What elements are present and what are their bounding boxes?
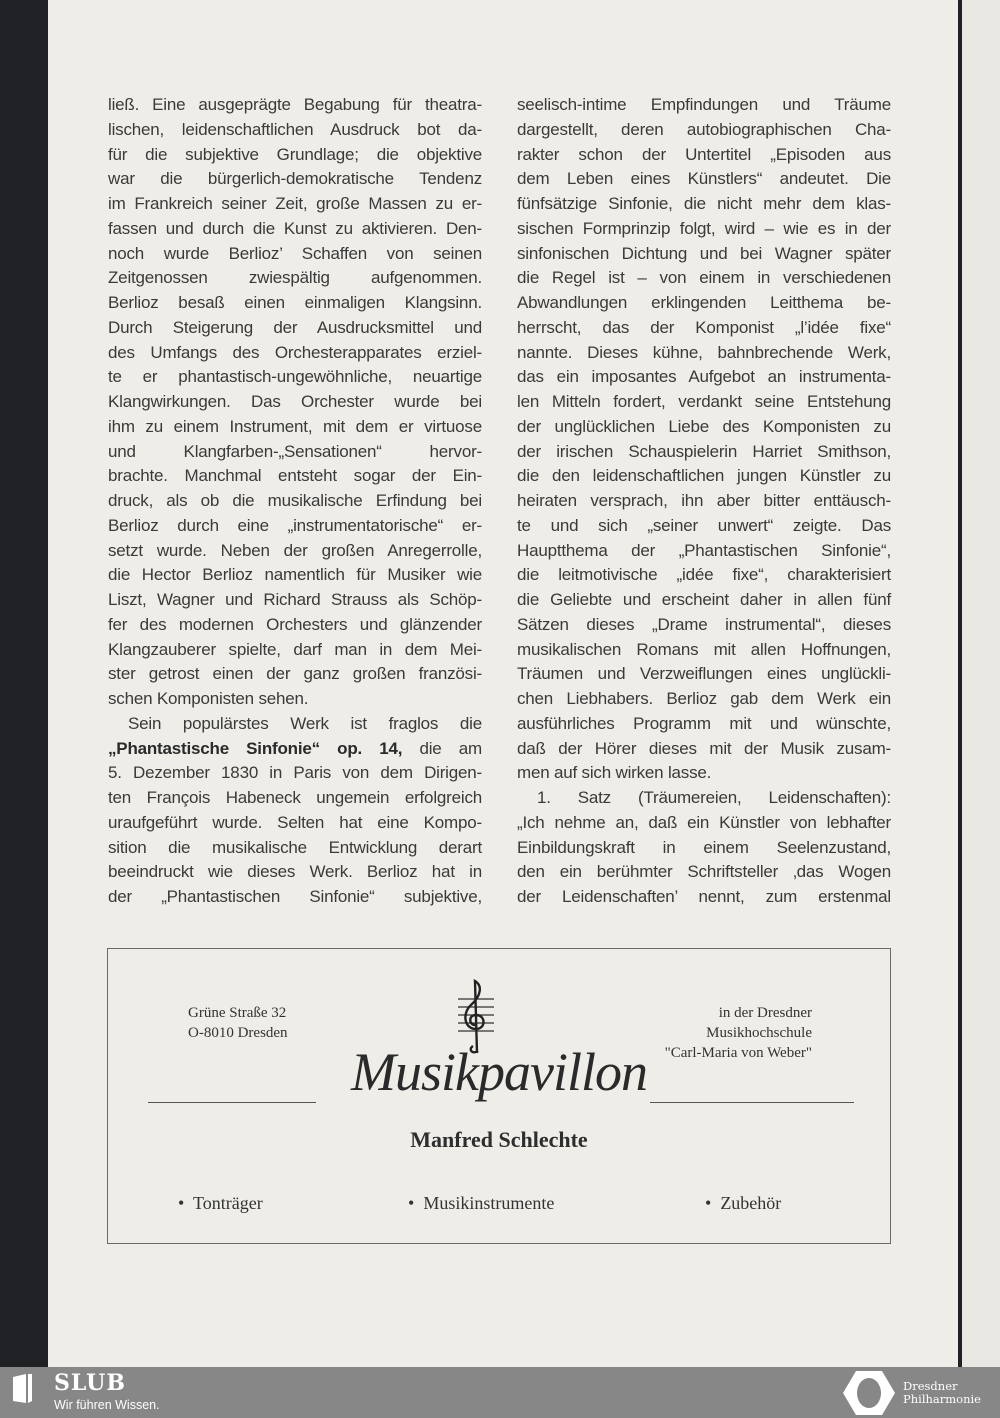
text-line: sition die musikalische Entwicklung derart — [108, 837, 482, 857]
ad-product: • Zubehör — [705, 1193, 782, 1213]
text-line: sischen Formprinzip folgt, wird – wie es in der — [517, 218, 891, 238]
text-line: Klangwirkungen. Das Orchester wurde bei — [108, 392, 482, 411]
philharmonie-logo-text — [903, 1380, 981, 1406]
text-line: ließ. Eine ausgeprägte Begabung für theatra- — [108, 95, 482, 114]
text-line: noch wurde Berlioz’ Schaffen von seinen — [108, 243, 482, 263]
text-line: seelisch-intime Empfindungen und Träume — [517, 95, 891, 114]
text-line: Abwandlungen erklingenden Leitthema be- — [517, 293, 891, 312]
ad-address — [188, 1003, 288, 1043]
divider — [650, 1102, 854, 1103]
partner-name-line: Philharmonie — [903, 1392, 981, 1406]
text-line: te und sich „seiner unwert“ zeigte. Das — [517, 515, 891, 535]
text-column-left — [108, 93, 482, 910]
text-line: Zeitgenossen zwiespältig aufgenommen. — [108, 268, 482, 288]
text-line: men auf sich wirken lasse. — [517, 763, 712, 783]
text-line: Berlioz durch eine „instrumentatorische“ er- — [108, 515, 482, 535]
text-line: 5. Dezember 1830 in Paris von dem Dirigen- — [108, 763, 482, 783]
text-line: die den leidenschaftlichen jungen Künstler zu — [517, 466, 891, 486]
text-line: und Klangfarben-„Sensationen“ hervor- — [108, 441, 482, 461]
text-line: im Frankreich seiner Zeit, große Massen zu er- — [108, 194, 482, 213]
text-line: die Hector Berlioz namentlich für Musiker wie — [108, 565, 482, 585]
text-line: schen Komponisten sehen. — [108, 689, 309, 708]
text-line: beeindruckt wie dieses Werk. Berlioz hat in — [108, 862, 482, 882]
text-line: Einbildungskraft in einem Seelenzustand, — [517, 837, 891, 857]
text-line: ster getrost einen der ganz großen französi- — [108, 664, 482, 684]
footer-bar — [0, 1367, 1000, 1418]
text-line: chen Liebhabers. Berlioz gab dem Werk ein — [517, 689, 891, 708]
text-line: herrscht, das der Komponist „l’idée fixe“ — [517, 317, 891, 337]
ad-product: • Musikinstrumente — [408, 1193, 555, 1213]
text-line: lischen, leidenschaftlichen Ausdruck bot da- — [108, 119, 482, 139]
text-line: die leitmotivische „idée fixe“, charakterisiert — [517, 565, 891, 585]
text-line: setzt wurde. Neben der großen Anregerrolle, — [108, 540, 482, 560]
text-line: ten François Habeneck ungemein erfolgreich — [108, 788, 482, 807]
text-line: fer des modernen Orchesters und glänzender — [108, 614, 482, 634]
ad-brand: Musikpavillon — [351, 1042, 647, 1102]
text-line: brachte. Manchmal entsteht sogar der Ein- — [108, 466, 482, 486]
text-line: für die subjektive Grundlage; die objektive — [108, 144, 482, 164]
text-line: nannte. Dieses kühne, bahnbrechende Werk, — [517, 342, 891, 362]
text-line: fassen und durch die Kunst zu aktivieren. Den- — [108, 218, 482, 238]
ad-location-line: "Carl-Maria von Weber" — [664, 1045, 812, 1061]
text-line: len Mitteln fordert, verdankt seine Entstehung — [517, 392, 891, 411]
text-line: heiraten versprach, ihn aber bitter enttäusch- — [517, 491, 891, 510]
ad-product: • Tonträger — [178, 1193, 263, 1213]
text-line: den ein berühmter Schriftsteller ‚das Wogen — [517, 862, 891, 882]
text-line: rakter schon der Untertitel „Episoden aus — [517, 144, 891, 164]
text-line: fünfsätzige Sinfonie, die nicht mehr dem klas- — [517, 194, 891, 213]
text-line: Träumen und Verzweiflungen eines unglückli- — [517, 664, 891, 684]
philharmonie-logo-icon — [842, 1369, 896, 1417]
text-line: „Ich nehme an, daß ein Künstler von lebhafter — [517, 812, 891, 832]
text-line: ausführliches Programm mit und wünschte, — [517, 713, 891, 733]
ad-owner: Manfred Schlechte — [410, 1127, 588, 1152]
ad-product-label: Zubehör — [720, 1193, 782, 1213]
ad-product-label: Tonträger — [192, 1193, 263, 1213]
text-line: die Regel ist – von einem in verschiedenen — [517, 268, 891, 288]
text-line: das ein imposantes Aufgebot an instrumenta- — [517, 367, 891, 387]
text-line: die Geliebte und erscheint daher in allen fünf — [517, 590, 891, 609]
text-line: Liszt, Wagner und Richard Strauss als Schöp- — [108, 590, 482, 609]
text-line: der Leidenschaften’ nennt, zum erstenmal — [517, 887, 891, 906]
text-column-right — [517, 93, 891, 910]
ad-street: Grüne Straße 32 — [188, 1005, 287, 1021]
text-line: druck, als ob die musikalische Erfindung bei — [108, 491, 482, 510]
text-line: uraufgeführt wurde. Selten hat eine Kompo- — [108, 812, 482, 832]
bold-title: „Phantastische Sinfonie“ op. 14, — [108, 738, 403, 758]
text-line — [108, 737, 482, 762]
text-line: Sätzen dieses „Drame instrumental“, dieses — [517, 614, 891, 634]
slub-tagline: Wir führen Wissen. — [54, 1398, 160, 1412]
text-line: te er phantastisch-ungewöhnliche, neuartige — [108, 367, 482, 387]
adjacent-page-edge — [962, 0, 1000, 1367]
text-line: der unglücklichen Liebe des Komponisten zu — [517, 416, 891, 436]
ad-location-line: Musikhochschule — [706, 1025, 812, 1041]
partner-name-line: Dresdner — [903, 1379, 958, 1393]
ad-city: O-8010 Dresden — [188, 1025, 288, 1041]
text-line: dem Leben eines Künstlers“ andeutet. Die — [517, 169, 891, 189]
text-line: war die bürgerlich-demokratische Tendenz — [108, 169, 482, 189]
text-line: der „Phantastischen Sinfonie“ subjektive, — [108, 887, 482, 906]
slub-logo-text: SLUB — [54, 1370, 126, 1396]
text-line: daß der Hörer dieses mit der Musik zusam- — [517, 738, 891, 758]
text-line: Klangzauberer spielte, darf man in dem Mei- — [108, 639, 482, 659]
text-line: Durch Steigerung der Ausdrucksmittel und — [108, 317, 482, 337]
text-line: musikalischen Romans mit allen Hoffnungen, — [517, 639, 891, 659]
text-line: dargestellt, deren autobiographischen Cha- — [517, 119, 891, 139]
text-line: der irischen Schauspielerin Harriet Smithson, — [517, 441, 891, 461]
ad-location-line: in der Dresdner — [718, 1005, 812, 1021]
text-line: Hauptthema der „Phantastischen Sinfonie“, — [517, 540, 891, 560]
text-line: sinfonischen Dichtung und bei Wagner später — [517, 243, 891, 263]
text-line: des Umfangs des Orchesterapparates erziel- — [108, 342, 482, 362]
advertisement-box — [107, 948, 891, 1244]
ad-product-label: Musikinstrumente — [423, 1193, 555, 1213]
text-segment: die am — [402, 738, 482, 758]
text-line: Sein populärstes Werk ist fraglos die — [128, 713, 482, 733]
text-line: 1. Satz (Träumereien, Leidenschaften): — [537, 788, 891, 807]
text-line: ihm zu einem Instrument, mit dem er virtuose — [108, 416, 482, 436]
slub-book-icon — [8, 1371, 42, 1405]
text-line: Berlioz besaß einen einmaligen Klangsinn. — [108, 293, 482, 312]
